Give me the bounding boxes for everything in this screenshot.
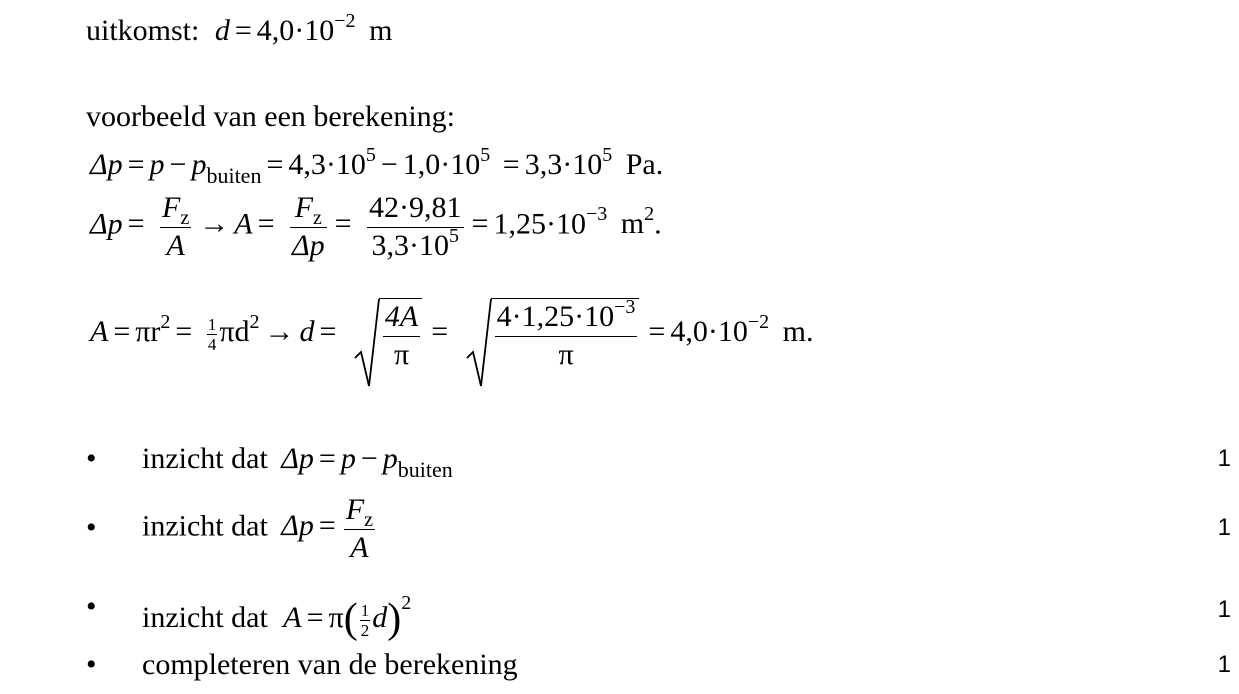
result-mantissa: 4,0·10: [256, 14, 335, 47]
calc2-num: 42·9,81: [367, 192, 464, 228]
calc3-q-num: 1: [207, 314, 217, 334]
calc1-a-exp: 5: [365, 144, 376, 166]
calc1-minus2: −: [380, 148, 398, 181]
criterion-1-eq: =: [318, 442, 336, 475]
calc1-line: [90, 144, 664, 188]
criterion-2-dp: Δp: [281, 509, 314, 543]
result-eq: =: [234, 14, 252, 47]
calc1-p: p: [149, 148, 165, 181]
bullet-icon: •: [86, 511, 97, 544]
calc2-eq2: =: [257, 207, 275, 241]
calc2-unit-exp: 2: [644, 203, 655, 226]
calc3-d-exp: 2: [249, 310, 260, 333]
calc1-eq3: =: [502, 148, 520, 181]
calc3-eq3: =: [319, 314, 337, 348]
criterion-3-lparen: (: [343, 596, 358, 642]
calc3-eq2: =: [175, 314, 193, 348]
calc1-p-out-sub: buiten: [206, 163, 262, 188]
calc3-eq: =: [113, 314, 131, 348]
calc3-d: d: [299, 314, 315, 348]
calc1-eq: =: [127, 148, 145, 181]
calc2-eq4: =: [471, 207, 489, 241]
calc3-root2-den: π: [558, 337, 574, 371]
bullet-icon: •: [86, 442, 97, 475]
criterion-3-hd: 2: [360, 620, 370, 640]
calc1-c: 3,3·10: [524, 148, 603, 181]
result-var: d: [214, 14, 230, 47]
criterion-3-d: d: [372, 601, 388, 634]
calc1-b-exp: 5: [480, 144, 491, 166]
criterion-2-eq: =: [318, 509, 336, 543]
calc3-line: [90, 298, 813, 370]
criterion-3-a: A: [283, 601, 302, 634]
calc3-root1-den: π: [393, 337, 410, 371]
calc1-b: 1,0·10: [402, 148, 481, 181]
calc1-a: 4,3·10: [288, 148, 366, 181]
criterion-4-score: 1: [1217, 651, 1231, 678]
criterion-2-text: inzicht dat: [142, 509, 268, 543]
calc3-r-exp: 2: [160, 310, 171, 333]
calc3-root1-num: 4A: [383, 301, 420, 337]
criterion-3-exp: 2: [401, 592, 412, 614]
criterion-4-text: completeren van de berekening: [142, 648, 518, 681]
radical-sign-icon: [465, 298, 493, 390]
calc3-root2-num-exp: −3: [614, 296, 636, 318]
calc3-result: 4,0·10: [670, 314, 748, 348]
calc3-arrow: →: [264, 314, 295, 348]
bullet-icon: •: [86, 590, 97, 623]
criterion-1-score: 1: [1217, 445, 1231, 472]
criterion-1-minus: −: [360, 442, 378, 475]
criterion-3-eq: =: [306, 601, 324, 634]
calc2-result: 1,25·10: [493, 207, 586, 241]
criterion-1-text: inzicht dat: [142, 442, 268, 475]
result-label: uitkomst:: [86, 14, 200, 47]
result-exp: −2: [334, 10, 356, 32]
calc3-eq4: =: [431, 314, 449, 348]
calc2-result-exp: −3: [585, 203, 608, 226]
calc1-c-exp: 5: [602, 144, 613, 166]
calc3-root2: [465, 298, 640, 370]
calc3-root1: [353, 298, 422, 370]
calc2-fz-sub: z: [180, 207, 190, 229]
criterion-2-a: A: [350, 530, 369, 564]
calc3-a: A: [90, 314, 109, 348]
calc3-quarter: [207, 316, 218, 353]
calc2-frac-fz-dp: [290, 192, 327, 261]
calc2-a: A: [234, 207, 253, 241]
calc3-result-exp: −2: [747, 310, 770, 333]
example-heading: voorbeeld van een berekening:: [86, 100, 456, 133]
calc2-den-exp: 5: [449, 224, 460, 247]
calc2-dp-den: Δp: [292, 228, 325, 262]
calc3-unit: m.: [782, 314, 814, 348]
calc1-unit: Pa.: [625, 148, 664, 181]
result-unit: m: [369, 14, 393, 47]
calc2-line: [90, 192, 662, 261]
criterion-1-p: p: [340, 442, 356, 475]
calc2-eq: =: [127, 207, 145, 241]
calc2-frac-fz-a: [160, 192, 191, 261]
criterion-3-half: [360, 602, 371, 639]
calc1-delta-p: Δp: [90, 148, 123, 181]
calc3-eq5: =: [648, 314, 666, 348]
calc3-q-den: 4: [207, 334, 217, 354]
calc1-p-out: p: [191, 148, 207, 181]
criterion-2-fz: F: [345, 493, 365, 526]
calc2-frac-num: [367, 192, 464, 261]
criterion-2-fz-sub: z: [364, 509, 374, 531]
criterion-3-text: inzicht dat: [142, 601, 268, 634]
criterion-2-score: 1: [1217, 514, 1231, 541]
bullet-icon: •: [86, 648, 97, 681]
criterion-2-frac: [344, 494, 375, 563]
calc2-dot: .: [654, 207, 662, 241]
calc2-fz2-sub: z: [313, 207, 322, 229]
calc2-a-den: A: [166, 228, 185, 262]
criterion-3-pi: π: [328, 601, 344, 634]
calc2-den: 3,3·10: [371, 228, 450, 262]
criterion-1-dp: Δp: [281, 442, 314, 475]
calc1-eq2: =: [266, 148, 284, 181]
calc3-root2-num: 4·1,25·10: [496, 300, 615, 333]
criterion-1-pb-sub: buiten: [397, 457, 453, 482]
criterion-3-hn: 1: [360, 600, 370, 620]
calc2-arrow: →: [199, 207, 230, 241]
radical-sign-icon: [353, 298, 381, 390]
calc2-delta-p: Δp: [90, 207, 123, 241]
calc3-pi-r: πr: [135, 314, 161, 348]
calc2-fz: F: [162, 191, 181, 224]
calc3-pi-d: πd: [219, 314, 250, 348]
result-line: [86, 10, 393, 48]
calc2-unit: m: [620, 207, 645, 241]
criterion-3-rparen: ): [387, 596, 402, 642]
criterion-3-score: 1: [1217, 596, 1231, 623]
criterion-1-pb: p: [382, 442, 398, 475]
calc2-eq3: =: [334, 207, 352, 241]
calc1-minus: −: [169, 148, 187, 181]
calc2-fz2: F: [294, 191, 314, 224]
